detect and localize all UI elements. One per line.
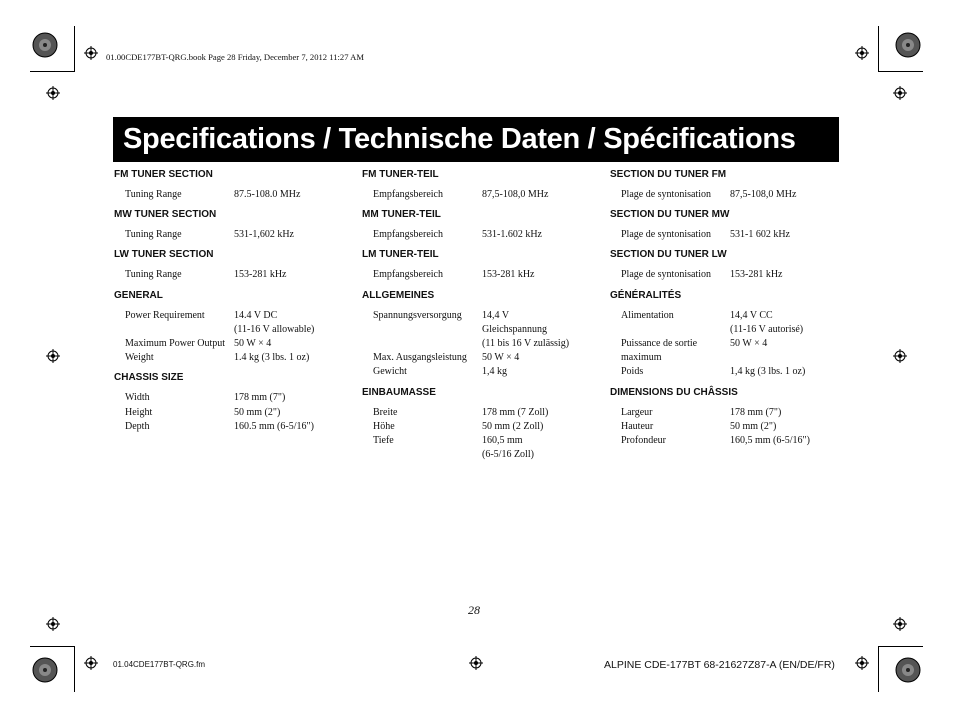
spec-label: Profondeur xyxy=(621,435,666,447)
spec-value: 87.5-108.0 MHz xyxy=(234,189,301,200)
registration-mark-icon xyxy=(893,86,907,100)
spec-label: Empfangsbereich xyxy=(373,189,443,200)
section-heading: LW TUNER SECTION xyxy=(114,249,214,261)
spec-section xyxy=(114,371,354,434)
spec-value: 178 mm (7") xyxy=(730,406,782,418)
spec-row xyxy=(114,323,354,337)
spec-value: 1.4 kg (3 lbs. 1 oz) xyxy=(234,352,310,364)
spec-row xyxy=(362,406,602,420)
spec-row xyxy=(610,420,850,434)
crop-mark xyxy=(878,26,879,72)
spec-value: 50 W × 4 xyxy=(482,352,520,364)
spec-section xyxy=(610,208,850,242)
spec-section xyxy=(610,168,850,202)
registration-mark-icon xyxy=(46,349,60,363)
crop-mark xyxy=(30,71,75,72)
spec-label: Plage de syntonisation xyxy=(621,269,711,281)
printer-disc-icon xyxy=(895,32,921,58)
spec-label: Weight xyxy=(125,352,154,364)
spec-value: 50 mm (2") xyxy=(234,406,281,418)
section-heading: MM TUNER-TEIL xyxy=(362,209,441,221)
spec-section xyxy=(362,168,602,202)
spec-label: Poids xyxy=(621,366,644,378)
spec-label: Puissance de sortie xyxy=(621,338,698,350)
spec-value: 531-1 602 kHz xyxy=(730,229,790,241)
spec-value: (11 bis 16 V zulässig) xyxy=(482,338,570,350)
spec-label: Largeur xyxy=(621,406,653,418)
spec-value: 160,5 mm (6-5/16") xyxy=(730,435,810,447)
file-info: 01.00CDE177BT-QRG.book Page 28 Friday, December 7, 2012 11:27 AM xyxy=(106,52,365,62)
spec-row xyxy=(114,351,354,365)
spec-section xyxy=(610,289,850,380)
spec-value: 14.4 V DC xyxy=(234,309,278,321)
spec-value: 153-281 kHz xyxy=(730,269,783,281)
spec-label xyxy=(114,323,234,337)
spec-label: Empfangsbereich xyxy=(373,229,443,241)
section-heading: ALLGEMEINES xyxy=(362,289,435,301)
spec-row xyxy=(610,228,850,242)
spec-label: Width xyxy=(125,392,150,404)
spec-value: (6-5/16 Zoll) xyxy=(482,449,534,461)
spec-row xyxy=(362,268,602,282)
spec-row xyxy=(362,448,602,462)
spec-value: 1,4 kg xyxy=(482,366,507,378)
spec-value: 153-281 kHz xyxy=(482,269,535,281)
section-heading: SECTION DU TUNER LW xyxy=(610,249,727,261)
spec-label: Alimentation xyxy=(621,309,674,321)
spec-label: Height xyxy=(125,406,153,418)
spec-section xyxy=(114,248,354,282)
spec-row xyxy=(114,337,354,351)
spec-label: Max. Ausgangsleistung xyxy=(373,352,467,364)
spec-label: Empfangsbereich xyxy=(373,269,443,281)
section-heading: LM TUNER-TEIL xyxy=(362,249,439,261)
spec-row xyxy=(362,323,602,337)
crop-mark xyxy=(74,646,75,692)
spec-row xyxy=(114,391,354,405)
registration-mark-icon xyxy=(893,617,907,631)
spec-label: Spannungsversorgung xyxy=(373,309,462,321)
spec-value: 160,5 mm xyxy=(482,435,523,447)
spec-value: 178 mm (7") xyxy=(234,392,286,404)
spec-row xyxy=(610,337,850,351)
section-heading: DIMENSIONS DU CHÂSSIS xyxy=(610,386,738,398)
spec-row xyxy=(114,188,354,202)
spec-value: 153-281 kHz xyxy=(234,269,287,281)
spec-value: 531-1,602 kHz xyxy=(234,229,294,241)
spec-section xyxy=(362,386,602,463)
spec-section xyxy=(362,208,602,242)
spec-row xyxy=(362,228,602,242)
printer-disc-icon xyxy=(32,32,58,58)
spec-row xyxy=(610,406,850,420)
registration-mark-icon xyxy=(46,617,60,631)
spec-label: Plage de syntonisation xyxy=(621,229,711,241)
spec-column-english xyxy=(114,168,354,440)
spec-row xyxy=(610,188,850,202)
spec-row xyxy=(362,188,602,202)
spec-value: 14,4 V CC xyxy=(730,309,773,321)
spec-row xyxy=(610,268,850,282)
spec-value xyxy=(730,351,850,365)
spec-row xyxy=(362,420,602,434)
spec-value: 50 mm (2 Zoll) xyxy=(482,420,544,432)
printer-disc-icon xyxy=(895,657,921,683)
spec-value: 160.5 mm (6-5/16") xyxy=(234,420,314,432)
spec-label xyxy=(362,337,482,351)
printer-disc-icon xyxy=(32,657,58,683)
spec-label: Höhe xyxy=(373,420,395,432)
spec-row xyxy=(114,420,354,434)
section-heading: SECTION DU TUNER MW xyxy=(610,209,730,221)
registration-mark-icon xyxy=(46,86,60,100)
spec-row xyxy=(610,351,850,365)
spec-row xyxy=(610,309,850,323)
crop-mark xyxy=(74,26,75,72)
spec-section xyxy=(114,208,354,242)
spec-value: 87,5-108,0 MHz xyxy=(730,189,797,200)
registration-mark-icon xyxy=(855,46,869,60)
spec-row xyxy=(114,268,354,282)
spec-label: maximum xyxy=(621,352,662,364)
section-heading: GÉNÉRALITÉS xyxy=(610,289,682,301)
spec-label: Depth xyxy=(125,420,150,432)
crop-mark xyxy=(878,646,879,692)
section-heading: EINBAUMASSE xyxy=(362,386,436,398)
registration-mark-icon xyxy=(84,656,98,670)
spec-label: Tuning Range xyxy=(125,189,182,200)
registration-mark-icon xyxy=(469,656,483,670)
spec-value: (11-16 V allowable) xyxy=(234,323,315,335)
spec-section xyxy=(610,248,850,282)
section-heading: FM TUNER SECTION xyxy=(114,169,213,180)
registration-mark-icon xyxy=(855,656,869,670)
spec-column-french xyxy=(610,168,850,454)
spec-row xyxy=(362,351,602,365)
spec-label: Maximum Power Output xyxy=(125,338,225,350)
spec-label xyxy=(362,448,482,462)
spec-row xyxy=(610,365,850,379)
spec-value: Gleichspannung xyxy=(482,323,547,335)
spec-row xyxy=(610,323,850,337)
registration-mark-icon xyxy=(84,46,98,60)
page-title: Specifications / Technische Daten / Spécifications xyxy=(113,117,839,162)
page-number: 28 xyxy=(468,603,480,617)
spec-label: Power Requirement xyxy=(125,309,205,321)
spec-row xyxy=(114,309,354,323)
spec-label: Plage de syntonisation xyxy=(621,189,711,200)
registration-mark-icon xyxy=(893,349,907,363)
spec-label: Tuning Range xyxy=(125,229,182,241)
spec-label xyxy=(610,323,730,337)
spec-column-german xyxy=(362,168,602,468)
spec-label: Gewicht xyxy=(373,366,407,378)
spec-section xyxy=(114,289,354,366)
section-heading: FM TUNER-TEIL xyxy=(362,169,439,180)
spec-row xyxy=(362,309,602,323)
spec-value: 50 W × 4 xyxy=(234,338,272,350)
footer-model: ALPINE CDE-177BT 68-21627Z87-A (EN/DE/FR) xyxy=(604,659,835,671)
crop-mark xyxy=(30,646,75,647)
section-heading: CHASSIS SIZE xyxy=(114,372,184,384)
spec-value: 531-1.602 kHz xyxy=(482,229,542,241)
spec-section xyxy=(114,168,354,202)
spec-section xyxy=(610,386,850,449)
spec-value: 1,4 kg (3 lbs. 1 oz) xyxy=(730,366,806,378)
spec-value: 178 mm (7 Zoll) xyxy=(482,406,549,418)
spec-value: 50 W × 4 xyxy=(730,338,768,350)
spec-value: 50 mm (2") xyxy=(730,420,777,432)
spec-label: Breite xyxy=(373,406,398,418)
crop-mark xyxy=(878,71,923,72)
section-heading: SECTION DU TUNER FM xyxy=(610,169,727,180)
crop-mark xyxy=(878,646,923,647)
section-heading: GENERAL xyxy=(114,289,163,301)
spec-row xyxy=(114,228,354,242)
spec-row xyxy=(362,365,602,379)
spec-value: (11-16 V autorisé) xyxy=(730,323,804,335)
spec-value: 87,5-108,0 MHz xyxy=(482,189,549,200)
spec-row xyxy=(362,434,602,448)
spec-label: Tuning Range xyxy=(125,269,182,281)
footer-file-name: 01.04CDE177BT-QRG.fm xyxy=(113,660,206,669)
spec-label: Tiefe xyxy=(373,435,394,447)
spec-row xyxy=(610,434,850,448)
spec-label xyxy=(362,323,482,337)
spec-row xyxy=(362,337,602,351)
spec-label: Hauteur xyxy=(621,420,654,432)
spec-section xyxy=(362,289,602,380)
spec-section xyxy=(362,248,602,282)
spec-row xyxy=(114,406,354,420)
spec-value: 14,4 V xyxy=(482,309,510,321)
section-heading: MW TUNER SECTION xyxy=(114,209,217,221)
